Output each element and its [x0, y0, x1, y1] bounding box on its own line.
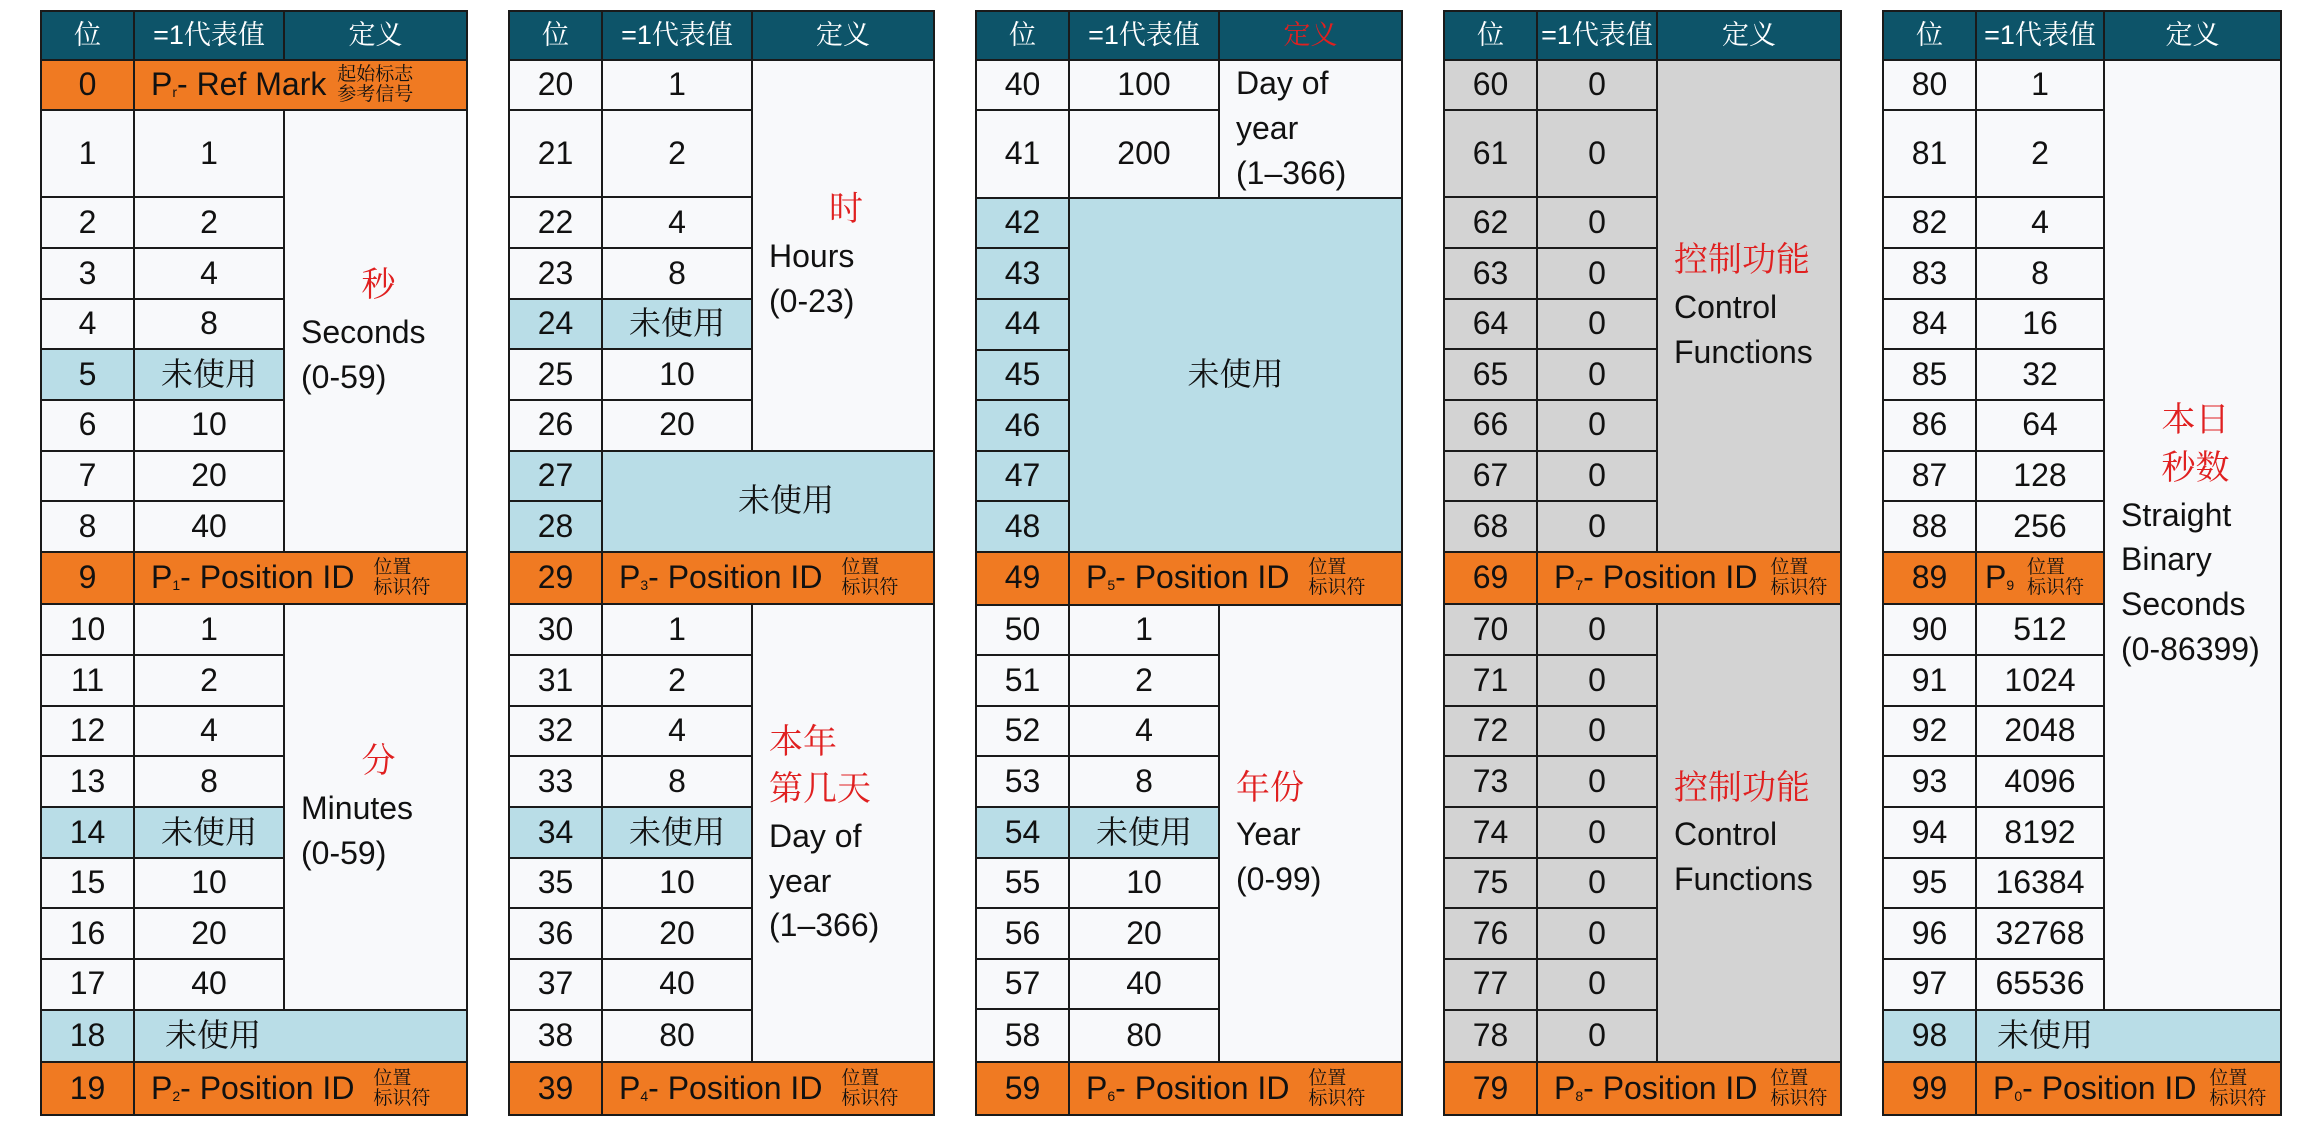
- unused-cell: 未使用: [602, 807, 752, 858]
- value-cell: 0: [1537, 451, 1657, 502]
- bit-cell: 48: [976, 501, 1069, 552]
- bit-cell: 55: [976, 858, 1069, 909]
- value-cell: 0: [1537, 959, 1657, 1010]
- header-value: =1代表值: [1069, 11, 1219, 60]
- value-cell: 0: [1537, 299, 1657, 350]
- bit-cell: 43: [976, 248, 1069, 299]
- value-cell: 20: [134, 451, 284, 502]
- value-cell: 2: [602, 110, 752, 197]
- bit-cell: 34: [509, 807, 602, 858]
- value-cell: 16: [1976, 299, 2104, 350]
- bit-cell: 23: [509, 248, 602, 299]
- value-cell: 40: [134, 501, 284, 552]
- header-value: =1代表值: [1537, 11, 1657, 60]
- value-cell: 2: [1976, 110, 2104, 197]
- control-functions-definition: 控制功能 Control Functions: [1657, 604, 1841, 1062]
- bit-cell: 64: [1444, 299, 1537, 350]
- value-cell: 0: [1537, 756, 1657, 807]
- value-cell: 1: [602, 604, 752, 655]
- bit-cell: 81: [1883, 110, 1976, 197]
- bit-cell: 63: [1444, 248, 1537, 299]
- bit-cell: 65: [1444, 349, 1537, 400]
- value-cell: 10: [1069, 858, 1219, 909]
- value-cell: 1: [134, 604, 284, 655]
- header-bit: 位: [1444, 11, 1537, 60]
- bit-cell: 17: [41, 959, 134, 1010]
- value-cell: 32768: [1976, 908, 2104, 959]
- bit-cell: 40: [976, 60, 1069, 111]
- value-cell: 1: [1976, 60, 2104, 111]
- bit-cell: 0: [41, 60, 134, 111]
- bit-cell: 69: [1444, 552, 1537, 605]
- header-definition: 定义: [752, 11, 934, 60]
- bit-cell: 59: [976, 1062, 1069, 1115]
- bit-cell: 52: [976, 706, 1069, 757]
- unused-cell: 未使用: [1069, 198, 1402, 552]
- bit-cell: 58: [976, 1009, 1069, 1062]
- value-cell: 20: [1069, 908, 1219, 959]
- bit-cell: 83: [1883, 248, 1976, 299]
- unused-cell: 未使用: [602, 299, 752, 350]
- bit-cell: 13: [41, 756, 134, 807]
- bit-cell: 41: [976, 110, 1069, 197]
- bit-cell: 96: [1883, 908, 1976, 959]
- bit-cell: 47: [976, 451, 1069, 502]
- value-cell: 2: [602, 655, 752, 706]
- position-id-cell: $P_3-$ Position ID 位置 标识符: [602, 552, 934, 605]
- bit-cell: 38: [509, 1010, 602, 1063]
- bit-cell: 44: [976, 299, 1069, 350]
- value-cell: 0: [1537, 807, 1657, 858]
- value-cell: 4: [1069, 706, 1219, 757]
- header-definition: 定义: [2104, 11, 2281, 60]
- value-cell: 40: [134, 959, 284, 1010]
- unused-cell: 未使用: [1976, 1010, 2281, 1063]
- value-cell: 0: [1537, 858, 1657, 909]
- bit-cell: 11: [41, 655, 134, 706]
- value-cell: 80: [602, 1010, 752, 1063]
- header-value: =1代表值: [1976, 11, 2104, 60]
- bit-cell: 22: [509, 197, 602, 248]
- value-cell: 8: [602, 248, 752, 299]
- bit-cell: 98: [1883, 1010, 1976, 1063]
- control-functions-definition: 控制功能 Control Functions: [1657, 60, 1841, 552]
- header-bit: 位: [1883, 11, 1976, 60]
- unused-cell: 未使用: [134, 1010, 467, 1063]
- bit-cell: 60: [1444, 60, 1537, 111]
- value-cell: 2: [134, 197, 284, 248]
- value-cell: 0: [1537, 400, 1657, 451]
- unused-cell: 未使用: [1069, 807, 1219, 858]
- bit-cell: 46: [976, 400, 1069, 451]
- value-cell: 10: [134, 858, 284, 909]
- bit-cell: 21: [509, 110, 602, 197]
- value-cell: 1: [134, 110, 284, 197]
- hours-definition: 时 Hours (0-23): [752, 60, 934, 451]
- value-cell: 2: [1069, 655, 1219, 706]
- value-cell: 200: [1069, 110, 1219, 197]
- value-cell: 0: [1537, 501, 1657, 552]
- value-cell: 0: [1537, 60, 1657, 111]
- seconds-definition: 秒 Seconds (0-59): [284, 110, 467, 552]
- bit-cell: 79: [1444, 1062, 1537, 1115]
- value-cell: 20: [602, 908, 752, 959]
- table-bits-60-79: [1443, 10, 1842, 1116]
- value-cell: 10: [602, 858, 752, 909]
- value-cell: 16384: [1976, 858, 2104, 909]
- bit-cell: 90: [1883, 604, 1976, 655]
- bit-cell: 32: [509, 706, 602, 757]
- bit-cell: 8: [41, 501, 134, 552]
- bit-cell: 18: [41, 1010, 134, 1063]
- position-id-cell: $P_7-$ Position ID 位置 标识符: [1537, 552, 1841, 605]
- bit-cell: 82: [1883, 197, 1976, 248]
- value-cell: 1024: [1976, 655, 2104, 706]
- value-cell: 20: [134, 908, 284, 959]
- bit-cell: 36: [509, 908, 602, 959]
- value-cell: 8192: [1976, 807, 2104, 858]
- bit-cell: 6: [41, 400, 134, 451]
- bit-cell: 86: [1883, 400, 1976, 451]
- bit-cell: 3: [41, 248, 134, 299]
- bit-cell: 45: [976, 350, 1069, 401]
- value-cell: 0: [1537, 908, 1657, 959]
- position-id-cell: $P_2-$ Position ID 位置 标识符: [134, 1062, 467, 1115]
- bit-cell: 30: [509, 604, 602, 655]
- bit-cell: 62: [1444, 197, 1537, 248]
- position-id-cell: $P_9$ 位置 标识符: [1976, 552, 2104, 605]
- bit-cell: 80: [1883, 60, 1976, 111]
- bit-cell: 77: [1444, 959, 1537, 1010]
- bit-cell: 76: [1444, 908, 1537, 959]
- value-cell: 2048: [1976, 706, 2104, 757]
- bit-cell: 99: [1883, 1062, 1976, 1115]
- bit-cell: 74: [1444, 807, 1537, 858]
- bit-cell: 94: [1883, 807, 1976, 858]
- bit-cell: 67: [1444, 451, 1537, 502]
- bit-cell: 15: [41, 858, 134, 909]
- bit-cell: 72: [1444, 706, 1537, 757]
- bit-cell: 37: [509, 959, 602, 1010]
- position-id-cell: $P_5-$ Position ID 位置 标识符: [1069, 552, 1402, 605]
- value-cell: 4: [1976, 197, 2104, 248]
- bit-cell: 68: [1444, 501, 1537, 552]
- bit-cell: 57: [976, 959, 1069, 1010]
- bit-cell: 33: [509, 756, 602, 807]
- position-id-cell: $P_1-$ Position ID 位置 标识符: [134, 552, 467, 605]
- bit-cell: 20: [509, 60, 602, 111]
- value-cell: 40: [602, 959, 752, 1010]
- value-cell: 40: [1069, 959, 1219, 1010]
- bit-cell: 85: [1883, 349, 1976, 400]
- table-bits-80-99: [1882, 10, 2282, 1116]
- unused-cell: 未使用: [134, 349, 284, 400]
- value-cell: 8: [1069, 756, 1219, 807]
- bit-cell: 78: [1444, 1010, 1537, 1063]
- position-id-cell: $P_4-$ Position ID 位置 标识符: [602, 1062, 934, 1115]
- bit-cell: 24: [509, 299, 602, 350]
- bit-cell: 84: [1883, 299, 1976, 350]
- bit-cell: 10: [41, 604, 134, 655]
- bit-cell: 92: [1883, 706, 1976, 757]
- value-cell: 4096: [1976, 756, 2104, 807]
- bit-cell: 87: [1883, 451, 1976, 502]
- bit-cell: 16: [41, 908, 134, 959]
- bit-cell: 19: [41, 1062, 134, 1115]
- table-bits-20-39: [508, 10, 935, 1116]
- bit-cell: 7: [41, 451, 134, 502]
- value-cell: 512: [1976, 604, 2104, 655]
- value-cell: 4: [602, 706, 752, 757]
- unused-cell: 未使用: [134, 807, 284, 858]
- bit-cell: 27: [509, 451, 602, 502]
- unused-cell: 未使用: [602, 451, 934, 552]
- header-bit: 位: [976, 11, 1069, 60]
- value-cell: 0: [1537, 110, 1657, 197]
- value-cell: 10: [134, 400, 284, 451]
- bit-cell: 93: [1883, 756, 1976, 807]
- value-cell: 100: [1069, 60, 1219, 111]
- bit-cell: 89: [1883, 552, 1976, 605]
- value-cell: 10: [602, 349, 752, 400]
- bit-cell: 42: [976, 198, 1069, 249]
- value-cell: 0: [1537, 1010, 1657, 1063]
- value-cell: 4: [134, 248, 284, 299]
- bit-cell: 61: [1444, 110, 1537, 197]
- bit-cell: 53: [976, 756, 1069, 807]
- bit-cell: 1: [41, 110, 134, 197]
- value-cell: 0: [1537, 197, 1657, 248]
- value-cell: 8: [602, 756, 752, 807]
- bit-cell: 12: [41, 706, 134, 757]
- bit-cell: 97: [1883, 959, 1976, 1010]
- minutes-definition: 分 Minutes (0-59): [284, 604, 467, 1009]
- header-value: =1代表值: [134, 11, 284, 60]
- value-cell: 8: [134, 756, 284, 807]
- day-of-year-hundreds-definition: Day of year (1–366): [1219, 60, 1402, 198]
- value-cell: 1: [1069, 605, 1219, 656]
- bit-cell: 73: [1444, 756, 1537, 807]
- bit-cell: 35: [509, 858, 602, 909]
- bit-cell: 70: [1444, 604, 1537, 655]
- bit-cell: 50: [976, 605, 1069, 656]
- header-bit: 位: [41, 11, 134, 60]
- bit-cell: 51: [976, 655, 1069, 706]
- ref-mark-cell: $P_r-$ Ref Mark 起始标志 参考信号: [134, 60, 467, 111]
- bit-cell: 95: [1883, 858, 1976, 909]
- value-cell: 2: [134, 655, 284, 706]
- position-id-cell: $P_6-$ Position ID 位置 标识符: [1069, 1062, 1402, 1115]
- header-bit: 位: [509, 11, 602, 60]
- bit-cell: 88: [1883, 501, 1976, 552]
- day-of-year-definition: 本年 第几天 Day of year (1–366): [752, 604, 934, 1062]
- header-definition: 定义: [1657, 11, 1841, 60]
- bit-cell: 31: [509, 655, 602, 706]
- bit-cell: 49: [976, 552, 1069, 605]
- value-cell: 0: [1537, 655, 1657, 706]
- bit-cell: 39: [509, 1062, 602, 1115]
- header-definition: 定义: [284, 11, 467, 60]
- value-cell: 8: [134, 299, 284, 350]
- bit-cell: 4: [41, 299, 134, 350]
- bit-cell: 54: [976, 807, 1069, 858]
- bit-cell: 25: [509, 349, 602, 400]
- table-bits-40-59: [975, 10, 1403, 1116]
- value-cell: 0: [1537, 604, 1657, 655]
- bit-cell: 66: [1444, 400, 1537, 451]
- value-cell: 0: [1537, 248, 1657, 299]
- position-id-cell: $P_0-$ Position ID 位置 标识符: [1976, 1062, 2281, 1115]
- value-cell: 1: [602, 60, 752, 111]
- value-cell: 0: [1537, 349, 1657, 400]
- bit-cell: 14: [41, 807, 134, 858]
- header-value: =1代表值: [602, 11, 752, 60]
- header-definition: 定义: [1219, 11, 1402, 60]
- bit-cell: 5: [41, 349, 134, 400]
- value-cell: 32: [1976, 349, 2104, 400]
- value-cell: 64: [1976, 400, 2104, 451]
- value-cell: 128: [1976, 451, 2104, 502]
- bit-cell: 56: [976, 908, 1069, 959]
- straight-binary-seconds-definition: 本日 秒数 Straight Binary Seconds (0-86399): [2104, 60, 2281, 1010]
- value-cell: 65536: [1976, 959, 2104, 1010]
- value-cell: 80: [1069, 1009, 1219, 1062]
- bit-cell: 75: [1444, 858, 1537, 909]
- value-cell: 4: [602, 197, 752, 248]
- value-cell: 0: [1537, 706, 1657, 757]
- year-definition: 年份 Year (0-99): [1219, 605, 1402, 1063]
- position-id-cell: $P_8-$ Position ID 位置 标识符: [1537, 1062, 1841, 1115]
- bit-cell: 29: [509, 552, 602, 605]
- value-cell: 20: [602, 400, 752, 451]
- bit-cell: 71: [1444, 655, 1537, 706]
- bit-cell: 2: [41, 197, 134, 248]
- value-cell: 4: [134, 706, 284, 757]
- bit-cell: 28: [509, 501, 602, 552]
- bit-cell: 9: [41, 552, 134, 605]
- bit-cell: 91: [1883, 655, 1976, 706]
- value-cell: 256: [1976, 501, 2104, 552]
- table-bits-0-19: [40, 10, 468, 1116]
- value-cell: 8: [1976, 248, 2104, 299]
- bit-cell: 26: [509, 400, 602, 451]
